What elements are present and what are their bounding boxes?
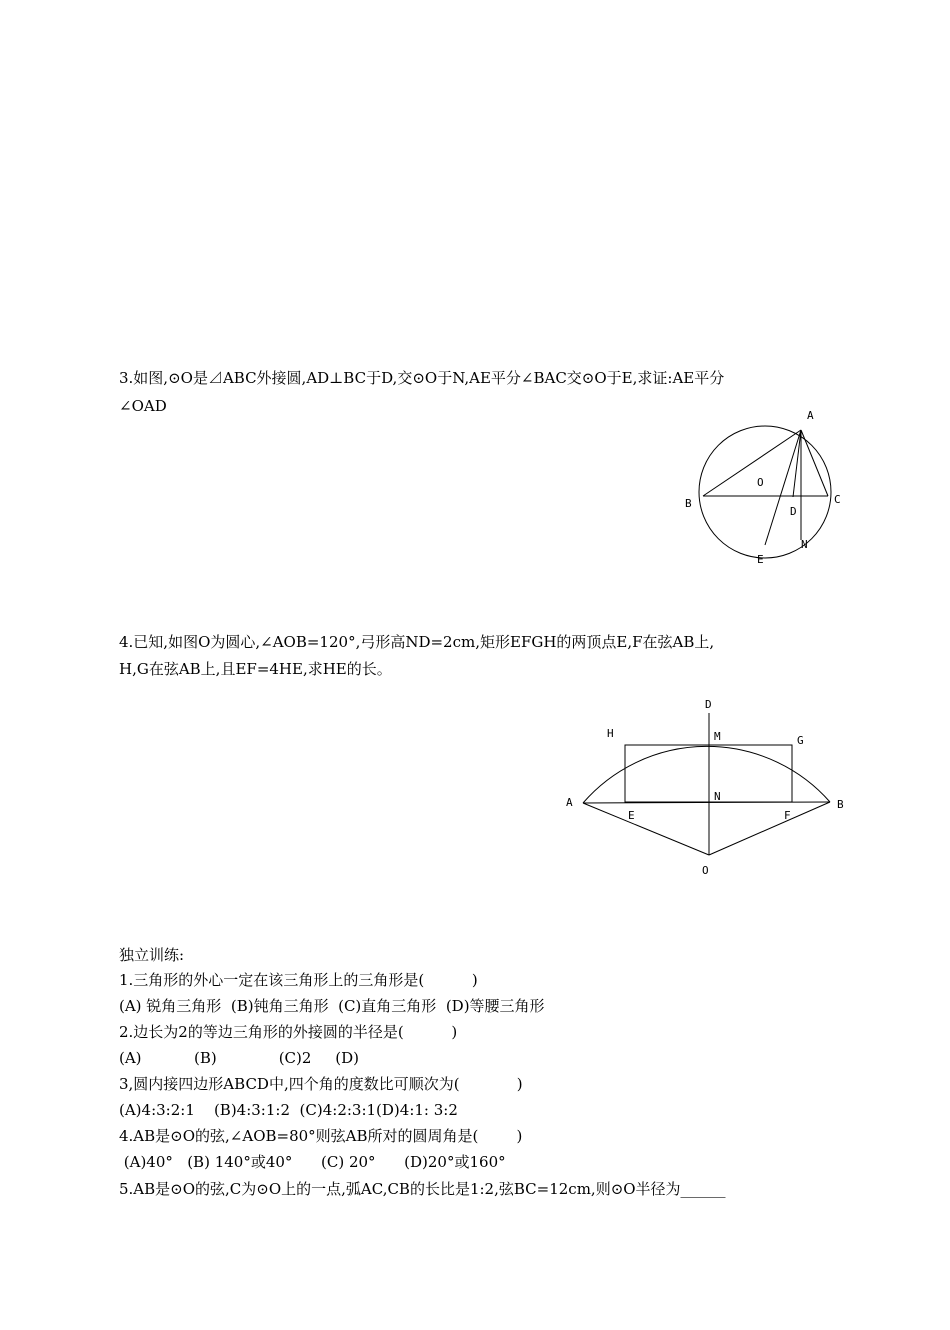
label-N: N: [801, 538, 808, 551]
label-G: G: [797, 734, 804, 747]
label-E: E: [757, 553, 764, 566]
segment-AB: [703, 430, 801, 496]
practice-heading: 独立训练:: [119, 946, 185, 964]
circle-triangle-figure: [675, 400, 850, 575]
problem3-text-line2: ∠OAD: [119, 397, 167, 415]
label-C: C: [834, 493, 841, 506]
problem3-text-line1: 3.如图,⊙O是⊿ABC外接圆,AD⊥BC于D,交⊙O于N,AE平分∠BAC交⊙O于E,求证:AE平分: [119, 369, 725, 387]
label-B: B: [685, 497, 692, 510]
practice-q2-options: (A) (B) (C)2 (D): [119, 1049, 359, 1067]
label-O: O: [757, 476, 764, 489]
segment-AE: [765, 430, 801, 545]
label-E: E: [628, 809, 635, 822]
practice-q2: 2.边长为2的等边三角形的外接圆的半径是( ): [119, 1023, 458, 1041]
label-A: A: [807, 409, 814, 422]
label-B: B: [837, 798, 844, 811]
label-M: M: [714, 730, 721, 743]
practice-q4: 4.AB是⊙O的弦,∠AOB=80°则弦AB所对的圆周角是( ): [119, 1127, 523, 1145]
label-A: A: [566, 796, 573, 809]
label-O: O: [702, 864, 709, 877]
practice-q1-options: (A) 锐角三角形 (B)钝角三角形 (C)直角三角形 (D)等腰三角形: [119, 997, 545, 1015]
practice-q4-options: (A)40° (B) 140°或40° (C) 20° (D)20°或160°: [119, 1153, 506, 1171]
label-H: H: [607, 727, 614, 740]
practice-q3: 3,圆内接四边形ABCD中,四个角的度数比可顺次为( ): [119, 1075, 523, 1093]
label-F: F: [784, 809, 791, 822]
problem4-text-line2: H,G在弦AB上,且EF=4HE,求HE的长。: [119, 660, 392, 678]
practice-q3-options: (A)4:3:2:1 (B)4:3:1:2 (C)4:2:3:1(D)4:1: 3:2: [119, 1101, 458, 1119]
segment-rectangle-figure: [560, 690, 855, 890]
segment-AO: [793, 430, 801, 497]
label-D: D: [705, 698, 712, 711]
segment-BO: [709, 802, 830, 855]
arc-ADB: [583, 746, 830, 803]
label-N: N: [714, 790, 721, 803]
practice-q1: 1.三角形的外心一定在该三角形上的三角形是( ): [119, 971, 478, 989]
practice-q5: 5.AB是⊙O的弦,C为⊙O上的一点,弧AC,CB的长比是1:2,弦BC=12cm,则⊙O半径为______: [119, 1180, 726, 1198]
segment-AO: [583, 803, 709, 855]
circumcircle: [699, 426, 831, 558]
label-D: D: [790, 505, 797, 518]
problem4-text-line1: 4.已知,如图O为圆心,∠AOB=120°,弓形高ND=2cm,矩形EFGH的两顶点E,F在弦AB上,: [119, 633, 715, 651]
